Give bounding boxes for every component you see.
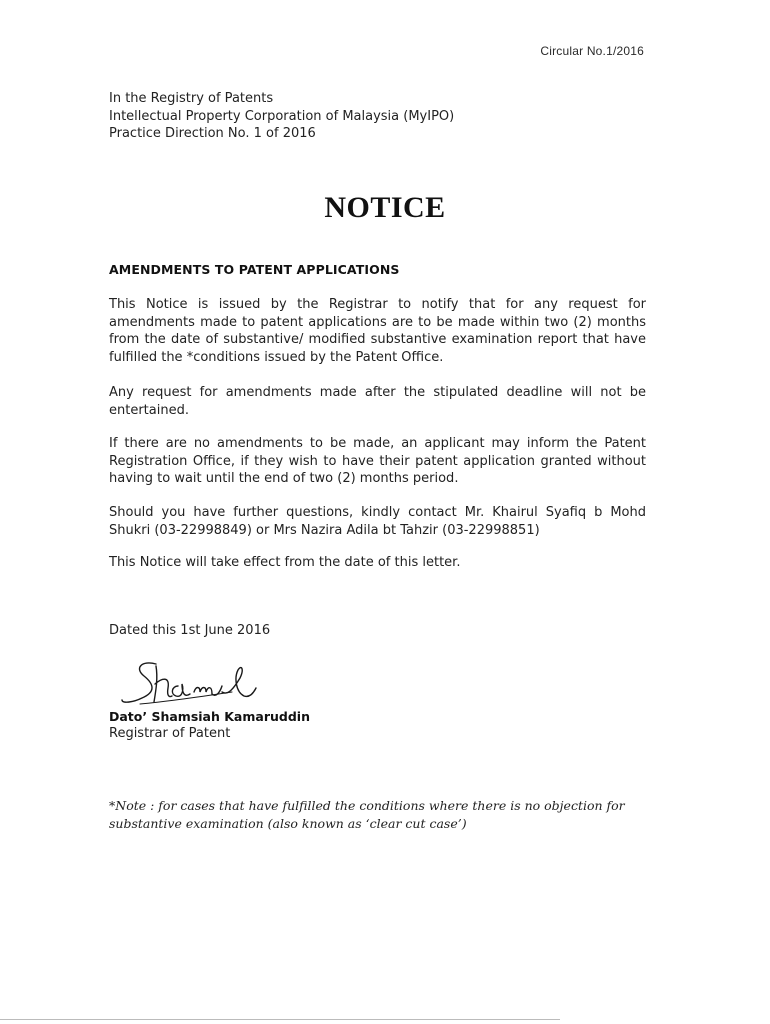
registry-header: [109, 90, 454, 143]
paragraph-deadline: Any request for amendments made after the stipulated deadline will not be entertained.: [109, 385, 646, 418]
registry-line: In the Registry of Patents: [109, 91, 274, 106]
organization-line: Intellectual Property Corporation of Malaysia (MyIPO): [109, 108, 455, 124]
signatory-title: Registrar of Patent: [109, 726, 231, 741]
date-line: Dated this 1st June 2016: [109, 623, 271, 638]
footnote: *Note : for cases that have fulfilled the conditions where there is no objection for substantive examination (also known as ‘clear cut case’): [109, 798, 625, 831]
paragraph-effective: This Notice will take effect from the date of this letter.: [109, 555, 461, 570]
paragraph-contact: Should you have further questions, kindly contact Mr. Khairul Syafiq b Mohd Shukri (03-22998849) or Mrs Nazira Adila bt Tahzir (03-22998851): [109, 505, 646, 538]
notice-subject: AMENDMENTS TO PATENT APPLICATIONS: [109, 262, 400, 277]
signatory-name: Dato’ Shamsiah Kamaruddin: [109, 709, 310, 724]
paragraph-no-amendments: If there are no amendments to be made, an applicant may inform the Patent Registration Office, if they wish to have their patent application granted without having to wait until the end of two (2) months period.: [109, 436, 646, 486]
paragraph-purpose: This Notice is issued by the Registrar to notify that for any request for amendments made to patent applications are to be made within two (2) months from the date of substantive/ modified substantive examination report that have fulfilled the *conditions issued by the Patent Office.: [109, 297, 646, 365]
bottom-divider: [0, 1019, 560, 1020]
practice-direction-line: Practice Direction No. 1 of 2016: [109, 126, 316, 141]
notice-title: NOTICE: [324, 191, 446, 224]
circular-number: Circular No.1/2016: [540, 44, 644, 58]
